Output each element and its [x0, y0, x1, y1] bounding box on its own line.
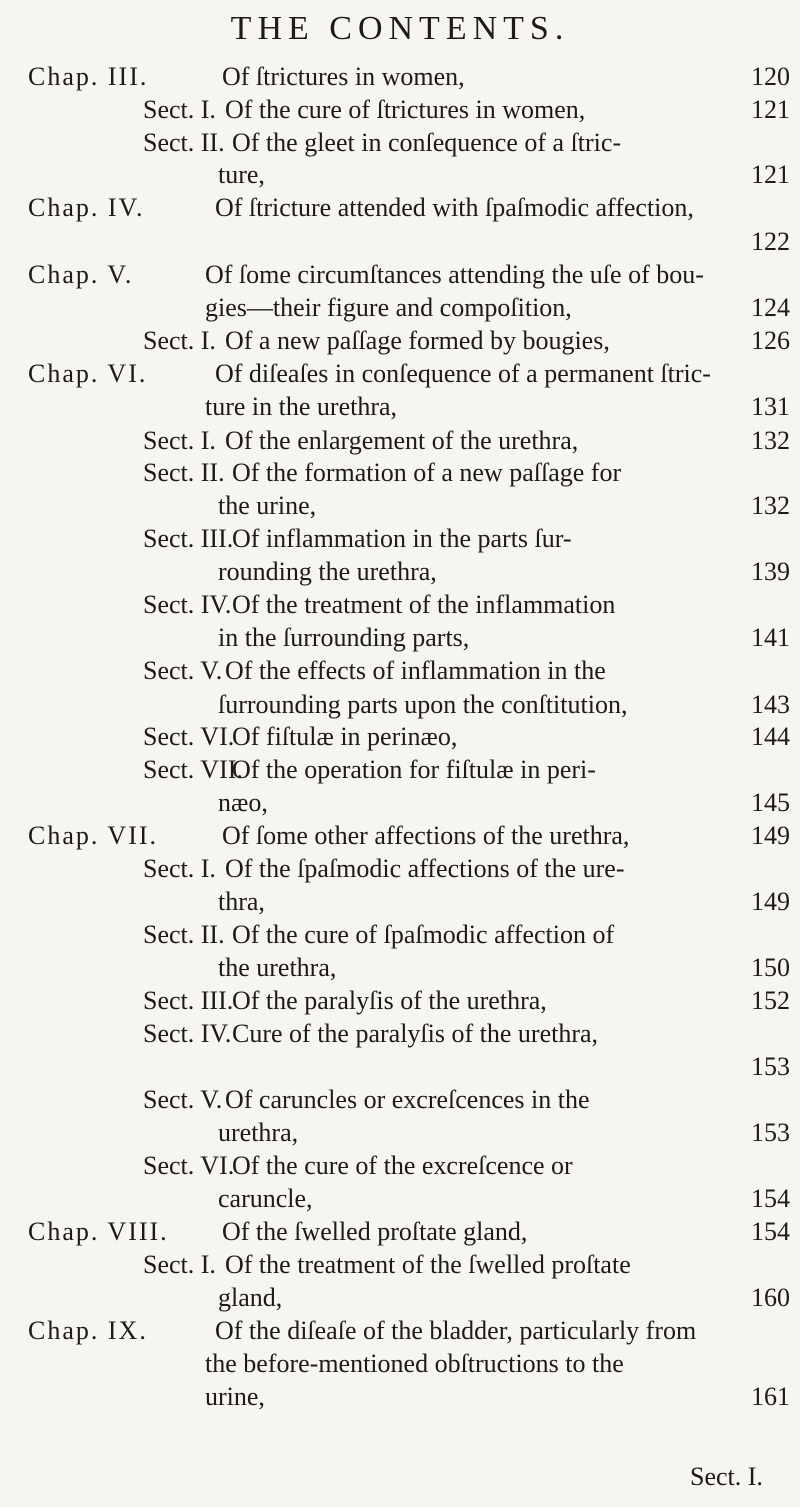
entry-title: Of ſtrictures in women, [222, 62, 465, 91]
entry-title: Of caruncles or excreſcences in the [225, 1085, 590, 1114]
entry-title: rounding the urethra, [218, 557, 437, 586]
entry-title: Of a new paſſage formed by bougies, [225, 326, 610, 355]
page-number: 144 [751, 722, 790, 751]
entry-title: Of inflammation in the parts ſur- [232, 524, 572, 553]
entry-title: gland, [218, 1283, 283, 1312]
entry-title: Of the treatment of the inflammation [232, 590, 616, 619]
chapter-label: Chap. VI. [28, 359, 148, 388]
page-number: 154 [751, 1184, 790, 1213]
chapter-label: Chap. IV. [28, 193, 145, 222]
entry-title: Of the ſpaſmodic affections of the ure- [225, 854, 625, 883]
entry-title: Of the ſwelled proſtate gland, [222, 1217, 528, 1246]
entry-title: Of the formation of a new paſſage for [232, 458, 622, 487]
section-label: Sect. VII. [143, 755, 243, 784]
page-number: 149 [751, 887, 790, 916]
entry-title: urine, [205, 1382, 265, 1411]
entry-title: Of the operation for fiſtulæ in peri- [232, 755, 596, 784]
entry-title: ſurrounding parts upon the conſtitution, [218, 690, 628, 719]
section-label: Sect. I. [143, 426, 216, 455]
page-number: 139 [751, 557, 790, 586]
entry-title: Of the cure of ſtrictures in women, [225, 95, 586, 124]
entry-title: ture, [218, 160, 265, 189]
section-label: Sect. IV. [143, 1019, 232, 1048]
section-label: Sect. V. [143, 1085, 223, 1114]
section-label: Sect. II. [143, 458, 225, 487]
entry-title: the urine, [218, 491, 317, 520]
entry-title: urethra, [218, 1118, 299, 1147]
entry-title: Of the cure of ſpaſmodic affection of [232, 920, 615, 949]
page-number: 120 [751, 62, 790, 91]
entry-title: Of ſome circumſtances attending the uſe of bou- [205, 260, 704, 289]
entry-title: Of the effects of inflammation in the [225, 656, 606, 685]
page-number: 132 [751, 491, 790, 520]
entry-title: the urethra, [218, 953, 337, 982]
entry-title: in the ſurrounding parts, [218, 623, 470, 652]
entry-title: ture in the urethra, [205, 392, 398, 421]
page-number: 153 [751, 1118, 790, 1147]
page-number: 160 [751, 1283, 790, 1312]
section-label: Sect. I. [143, 854, 216, 883]
page-number: 122 [751, 227, 790, 256]
entry-title: the before-mentioned obſtructions to the [205, 1349, 624, 1378]
page-number: 121 [751, 160, 790, 189]
entry-title: Of diſeaſes in conſequence of a permanent ſtric- [215, 359, 711, 388]
section-label: Sect. VI. [143, 1151, 235, 1180]
section-label: Sect. VI. [143, 722, 235, 751]
entry-title: Of the cure of the excreſcence or [232, 1151, 573, 1180]
chapter-label: Chap. VII. [28, 821, 159, 850]
page-number: 131 [751, 392, 790, 421]
entry-title: næo, [218, 788, 268, 817]
section-label: Sect. I. [143, 95, 216, 124]
section-label: Sect. II. [143, 128, 225, 157]
section-label: Sect. V. [143, 656, 223, 685]
section-label: Sect. III. [143, 986, 234, 1015]
page-number: 143 [751, 690, 790, 719]
entry-title: gies—their figure and compoſition, [205, 293, 572, 322]
page-number: 150 [751, 953, 790, 982]
page-number: 132 [751, 426, 790, 455]
page-number: 141 [751, 623, 790, 652]
entry-title: Of ſtricture attended with ſpaſmodic affection, [215, 193, 694, 222]
section-label: Sect. I. [143, 1250, 216, 1279]
page-header: THE CONTENTS. [230, 10, 570, 47]
entry-title: caruncle, [218, 1184, 313, 1213]
page-number: 152 [751, 986, 790, 1015]
page-number: 154 [751, 1217, 790, 1246]
section-label: Sect. IV. [143, 590, 232, 619]
chapter-label: Chap. V. [28, 260, 134, 289]
page-number: 126 [751, 326, 790, 355]
entry-title: Of ſome other affections of the urethra, [222, 821, 630, 850]
chapter-label: Chap. VIII. [28, 1217, 169, 1246]
section-label: Sect. II. [143, 920, 225, 949]
entry-title: Of fiſtulæ in perinæo, [232, 722, 458, 751]
page-number: 149 [751, 821, 790, 850]
page-number: 153 [751, 1052, 790, 1081]
entry-title: thra, [218, 887, 265, 916]
section-label: Sect. III. [143, 524, 234, 553]
entry-title: Of the diſeaſe of the bladder, particularly from [215, 1316, 697, 1345]
catchword: Sect. I. [690, 1462, 763, 1491]
page-number: 124 [751, 293, 790, 322]
entry-title: Cure of the paralyſis of the urethra, [232, 1019, 599, 1048]
section-label: Sect. I. [143, 326, 216, 355]
page-number: 161 [751, 1382, 790, 1411]
page-number: 145 [751, 788, 790, 817]
chapter-label: Chap. III. [28, 62, 149, 91]
entry-title: Of the enlargement of the urethra, [225, 426, 579, 455]
entry-title: Of the paralyſis of the urethra, [232, 986, 547, 1015]
chapter-label: Chap. IX. [28, 1316, 148, 1345]
entry-title: Of the treatment of the ſwelled proſtate [225, 1250, 631, 1279]
page-number: 121 [751, 95, 790, 124]
entry-title: Of the gleet in conſequence of a ſtric- [232, 128, 622, 157]
